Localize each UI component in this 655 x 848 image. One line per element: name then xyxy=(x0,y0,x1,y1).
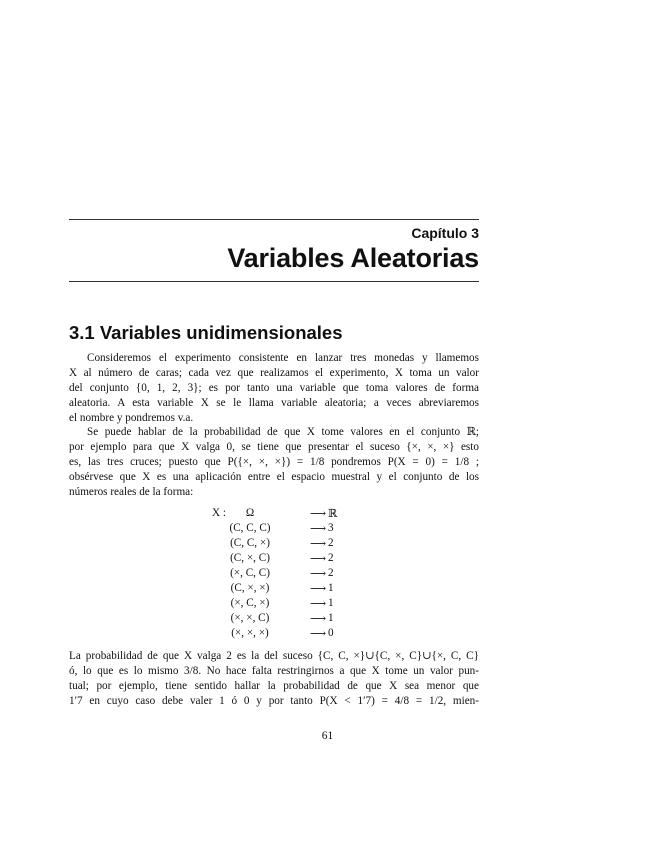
paragraph-line: Se puede hablar de la probabilidad de que X tome valores en el conjunto ℝ; xyxy=(87,426,479,438)
paragraph-line: el nombre y pondremos v.a. xyxy=(69,412,194,424)
mapping-arrow: ⟶ xyxy=(309,508,327,520)
mapping-arrow: ⟶ xyxy=(309,613,327,625)
paragraph-line: 1′7 en cuyo caso debe valer 1 ó 0 y por tanto P(X < 1′7) = 4/8 = 1/2, mien- xyxy=(69,695,479,707)
mapping-value: 0 xyxy=(328,627,334,639)
paragraph-line: La probabilidad de que X valga 2 es la del suceso {C, C, ×}∪{C, ×, C}∪{×, C, C} xyxy=(69,650,479,662)
mapping-outcome: (C, ×, C) xyxy=(230,552,270,564)
paragraph-line: números reales de la forma: xyxy=(69,486,194,498)
mapping-value: 1 xyxy=(328,612,334,624)
mapping-outcome: (C, C, ×) xyxy=(230,537,270,549)
mapping-value: 1 xyxy=(328,597,334,609)
paragraph-line: del conjunto {0, 1, 2, 3}; es por tanto una variable que toma valores de forma xyxy=(69,382,479,394)
chapter-title: Variables Aleatorias xyxy=(227,243,479,273)
paragraph-line: Consideremos el experimento consistente en lanzar tres monedas y llamemos xyxy=(87,352,479,364)
mapping-outcome: (C, C, C) xyxy=(229,522,271,534)
mapping-arrow: ⟶ xyxy=(309,523,327,535)
mapping-domain: Ω xyxy=(245,507,255,519)
paragraph-line: ó, lo que es lo mismo 3/8. No hace falta restringirnos a que X tome un valor pun- xyxy=(69,665,479,677)
paragraph-line: X al número de caras; cada vez que realizamos el experimento, X toma un valor xyxy=(69,367,479,379)
paragraph-line: aleatoria. A esta variable X se le llama variable aleatoria; a veces abreviaremos xyxy=(69,397,479,409)
mapping-codomain: ℝ xyxy=(328,508,338,520)
mapping-outcome: (×, C, ×) xyxy=(230,597,270,609)
paragraph-line: obsérvese que X es una aplicación entre el espacio muestral y el conjunto de los xyxy=(69,471,479,483)
mapping-value: 2 xyxy=(328,537,334,549)
paragraph-line: es, las tres cruces; puesto que P({×, ×, ×}) = 1/8 pondremos P(X = 0) = 1/8 ; xyxy=(69,456,479,468)
mapping-arrow: ⟶ xyxy=(309,568,327,580)
mapping-value: 2 xyxy=(328,552,334,564)
mapping-value: 3 xyxy=(328,522,334,534)
mapping-variable: X : xyxy=(212,507,226,519)
mapping-arrow: ⟶ xyxy=(309,598,327,610)
mapping-arrow: ⟶ xyxy=(309,553,327,565)
mapping-outcome: (×, ×, ×) xyxy=(231,627,269,639)
chapter-bottom-rule xyxy=(69,281,479,282)
mapping-arrow: ⟶ xyxy=(309,583,327,595)
section-heading: 3.1 Variables unidimensionales xyxy=(69,322,343,343)
chapter-label: Capítulo 3 xyxy=(411,225,479,241)
mapping-arrow: ⟶ xyxy=(309,538,327,550)
mapping-value: 2 xyxy=(328,567,334,579)
paragraph-line: por ejemplo para que X valga 0, se tiene que presentar el suceso {×, ×, ×} esto xyxy=(69,441,479,453)
mapping-outcome: (×, C, C) xyxy=(230,567,270,579)
paragraph-examples xyxy=(69,649,479,709)
paragraph-line: tual; por ejemplo, tiene sentido hallar la probabilidad de que X sea menor que xyxy=(69,680,479,692)
mapping-outcome: (×, ×, C) xyxy=(230,612,270,624)
paragraph-probability xyxy=(69,425,479,500)
mapping-value: 1 xyxy=(328,582,334,594)
paragraph-intro xyxy=(69,351,479,426)
mapping-outcome: (C, ×, ×) xyxy=(230,582,270,594)
chapter-top-rule xyxy=(69,219,479,220)
mapping-arrow: ⟶ xyxy=(309,628,327,640)
page-number: 61 xyxy=(321,730,334,742)
